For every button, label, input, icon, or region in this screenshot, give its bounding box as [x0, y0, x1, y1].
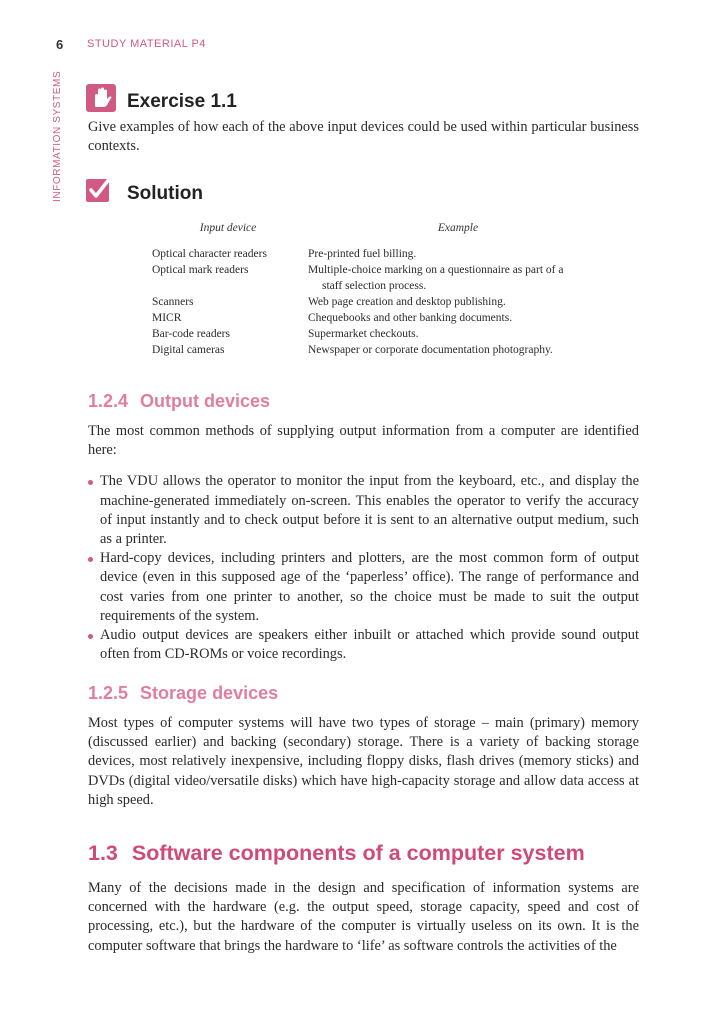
device-cell: Optical character readers	[152, 248, 267, 260]
side-tab: INFORMATION SYSTEMS	[52, 70, 63, 202]
example-cell: Web page creation and desktop publishing.	[308, 296, 506, 308]
output-devices-intro: The most common methods of supplying output information from a computer are identified here:	[88, 423, 639, 459]
page-number: 6	[56, 37, 64, 52]
table-row	[148, 262, 608, 294]
section-number: 1.3	[88, 841, 118, 865]
checkmark-box-icon	[86, 176, 112, 202]
raised-hand-icon	[86, 84, 116, 112]
device-cell: Optical mark readers	[152, 264, 249, 276]
example-line-continued: staff selection process.	[322, 280, 427, 292]
section-number: 1.2.5	[88, 683, 129, 703]
table-row	[148, 246, 608, 262]
device-cell: Bar-code readers	[152, 328, 230, 340]
solution-title: Solution	[127, 183, 203, 204]
table-row	[148, 310, 608, 326]
table-row	[148, 294, 608, 310]
running-head: STUDY MATERIAL P4	[87, 38, 206, 50]
storage-devices-text: Most types of computer systems will have two types of storage – main (primary) memory (discussed earlier) and backing (secondary) storage. There is a variety of backing storage devices, most relatively inexpensive, including floppy disks, flash drives (memory sticks) and DVDs (digital video/versatile disks) which have high-capacity storage and allow data access at high speed.	[88, 715, 639, 808]
device-cell: Digital cameras	[152, 344, 225, 356]
exercise-text: Give examples of how each of the above input devices could be used within particular business contexts.	[88, 119, 639, 154]
list-item: Audio output devices are speakers either inbuilt or attached which provide sound output often from CD-ROMs or voice recordings.	[88, 626, 639, 664]
output-devices-body	[88, 422, 639, 664]
list-item: Hard-copy devices, including printers and plotters, are the most common form of output device (even in this supposed age of the ‘paperless’ office). The range of performance and cost varies from one printer to another, so the choice must be made to suit the output requirements of the system.	[88, 549, 639, 626]
device-cell: Scanners	[152, 296, 194, 308]
example-cell: Pre-printed fuel billing.	[308, 248, 417, 260]
example-line: Multiple-choice marking on a questionnaire as part of a	[308, 264, 564, 276]
output-devices-list	[88, 472, 639, 664]
table-row	[148, 326, 608, 342]
section-heading-storage-devices	[88, 683, 278, 704]
example-cell	[308, 262, 608, 294]
exercise-title: Exercise 1.1	[127, 91, 237, 112]
section-number: 1.2.4	[88, 391, 129, 411]
section-title: Software components of a computer system	[131, 841, 585, 865]
list-item: The VDU allows the operator to monitor the input from the keyboard, etc., and display the machine-generated immediately on-screen. This enables the operator to verify the accuracy of input instantly and to check output before it is sent to an alternative output medium, such as a printer.	[88, 472, 639, 549]
device-cell: MICR	[152, 312, 182, 324]
example-cell: Chequebooks and other banking documents.	[308, 312, 513, 324]
column-header-example: Example	[437, 222, 479, 234]
table-row	[148, 342, 608, 358]
example-cell: Supermarket checkouts.	[308, 328, 419, 340]
section-heading-software-components	[88, 841, 585, 866]
column-header-input-device: Input device	[199, 222, 257, 234]
solution-table	[148, 220, 608, 358]
example-cell: Newspaper or corporate documentation photography.	[308, 344, 553, 356]
software-components-text: Many of the decisions made in the design and specification of information systems are concerned with the hardware (e.g. the output speed, storage capacity, speed and cost of processing, etc.), but the hardware of the computer is virtually useless on its own. It is the computer software that brings the hardware to ‘life’ as software controls the activities of the	[88, 880, 639, 954]
section-heading-output-devices	[88, 391, 270, 412]
section-title: Output devices	[140, 391, 271, 411]
section-title: Storage devices	[140, 683, 279, 703]
